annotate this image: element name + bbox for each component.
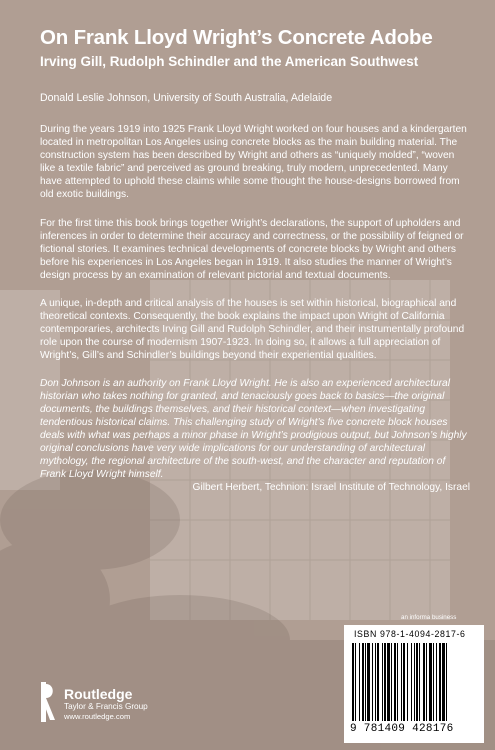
- description-paragraph: A unique, in-depth and critical analysis of the houses is set within historical, biographical and theoretical contexts. Consequently, the book explains the impact upon Wright of California contemporaries, architects Irving Gill and Rudolph Schindler, and their instrumentally profound role upon the course of modernism 1907-1923. In doing so, it allows a full appreciation of Wright’s, Gill’s and Schindler’s buildings beyond their experiential qualities.: [40, 298, 465, 362]
- barcode-bar: [394, 643, 396, 721]
- description-paragraph: For the first time this book brings together Wright’s declarations, the support of upholders and inferences in order to determine their accuracy and correctness, or the possibility of feigned or fictional stories. It examines technical developments of concrete blocks by Wright and others before his experiences in Los Angeles began in 1919. It also studies the manner of Wright’s design process by an examination of relevant pictorial and textual documents.: [40, 217, 464, 281]
- barcode-bars: [352, 643, 476, 723]
- publisher-group: Taylor & Francis Group: [64, 702, 148, 711]
- barcode-bar: [401, 643, 402, 721]
- barcode-bar: [367, 643, 370, 721]
- barcode-bar: [414, 643, 415, 721]
- isbn-barcode: [344, 625, 484, 743]
- barcode-bar: [397, 643, 398, 721]
- barcode-bar: [377, 643, 379, 721]
- barcode-bar: [436, 643, 437, 721]
- book-title: On Frank Lloyd Wright’s Concrete Adobe: [40, 26, 433, 49]
- informa-label: an informa business: [401, 614, 457, 621]
- barcode-bar: [372, 643, 373, 721]
- barcode-bar: [365, 643, 366, 721]
- back-cover-text: [40, 26, 470, 494]
- barcode-bar: [423, 643, 425, 721]
- barcode-bar: [387, 643, 390, 721]
- author-line: Donald Leslie Johnson, University of South Australia, Adelaide: [40, 92, 333, 104]
- publisher-url: www.routledge.com: [64, 712, 131, 721]
- barcode-bar: [362, 643, 364, 721]
- routledge-r-logo-icon: [40, 682, 56, 722]
- barcode-bar: [384, 643, 386, 721]
- barcode-bar: [433, 643, 434, 721]
- barcode-bar: [416, 643, 418, 721]
- barcode-bar: [426, 643, 427, 721]
- barcode-bar: [352, 643, 354, 721]
- barcode-bar: [391, 643, 392, 721]
- barcode-bar: [403, 643, 405, 721]
- barcode-bar: [446, 643, 447, 721]
- review-quote: Don Johnson is an authority on Frank Lloyd Wright. He is also an experienced architectural historian who takes nothing for granted, and tenaciously goes back to basics—the original documents, the buildings themselves, and their historical context—when investigating tendentious historical claims. This challenging study of Wright’s five concrete block houses deals with what was perhaps a minor phase in Wright’s prodigious output, but Johnson’s highly original conclusions have very wide implications for our understanding of architectural mythology, the regional architecture of the south-west, and the character and reputation of Frank Lloyd Wright himself.: [40, 377, 467, 481]
- barcode-bar: [355, 643, 356, 721]
- barcode-bar: [359, 643, 360, 721]
- isbn-label: ISBN 978-1-4094-2817-6: [354, 629, 466, 639]
- barcode-bar: [442, 643, 445, 721]
- barcode-digits: 9 781409 428176: [350, 723, 454, 735]
- barcode-bar: [407, 643, 408, 721]
- barcode-bar: [419, 643, 420, 721]
- barcode-bar: [411, 643, 412, 721]
- barcode-bar: [375, 643, 376, 721]
- publisher-name: Routledge: [64, 686, 133, 702]
- publisher-block: [40, 682, 148, 722]
- barcode-bar: [382, 643, 383, 721]
- quote-attribution: Gilbert Herbert, Technion: Israel Institute of Technology, Israel: [192, 482, 470, 494]
- barcode-bar: [429, 643, 432, 721]
- description-paragraph: During the years 1919 into 1925 Frank Lloyd Wright worked on four houses and a kindergarten located in metropolitan Los Angeles using concrete blocks as the main building material. The construction system has been described by Wright and others as “uniquely molded”, “woven like a textile fabric” and perceived as ground breaking, truly modern, unprecedented. Many have attempted to uphold these claims while some thought the house-designs borrowed from old exotic buildings.: [40, 124, 467, 201]
- barcode-bar: [439, 643, 441, 721]
- book-subtitle: Irving Gill, Rudolph Schindler and the American Southwest: [40, 54, 419, 69]
